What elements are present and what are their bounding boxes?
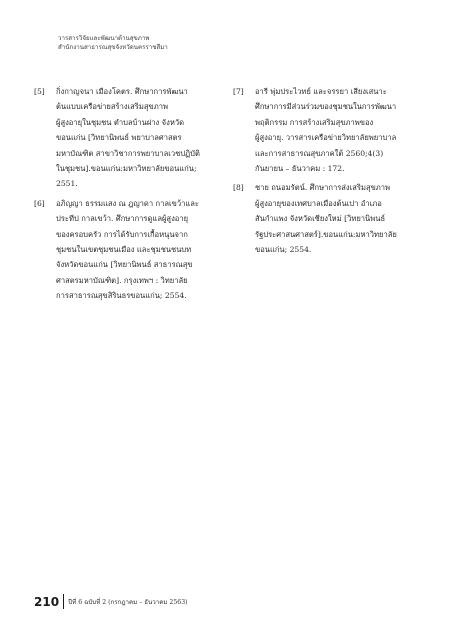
reference-number: [8] [233, 183, 244, 193]
reference-number: [6] [34, 198, 45, 208]
references-column-left [34, 84, 209, 308]
reference-number: [5] [34, 87, 45, 96]
issue-info: ปีที่ 6 ฉบับที่ 2 (กรกฎาคม – ธันวาคม 2563) [68, 598, 188, 606]
page-number: 210 [34, 594, 60, 609]
footer-divider [63, 594, 64, 609]
page-footer [34, 594, 188, 609]
reference-text: อารี พุ่มประไวทย์ และจรรยา เสียงเสนาะ ศึกษาการมีส่วนร่วมของชุมชนในการพัฒนา พฤติกรรม การสร้างเสริมสุขภาพของ ผู้สูงอายุ. วารสารเครือข่ายวิทยาลัยพยาบาล และการสาธารณสุขภาคใต้ 2560;4(3) กันยายน – ธันวาคม : 172. [255, 87, 397, 174]
reference-text: กิ่งกาญจนา เมืองโคตร. ศึกษาการพัฒนา ต้นแบบเครือข่ายสร้างเสริมสุขภาพ ผู้สูงอายุในชุมชน ตำบลบ้านฝาง จังหวัด ขอนแก่น [วิทยานิพนธ์ พยาบาลศาสตร มหาบัณฑิต สาขาวิชาการพยาบาลเวชปฏิบัติ ในชุมชน].ขอนแก่น:มหาวิทยาลัยขอนแก่น; 2551. [56, 87, 200, 189]
reference-item [34, 84, 209, 192]
references-column-right [233, 84, 418, 261]
reference-text: อภิญญา ธรรมแสง ณ ฎญาดา กาลเขว้าและ ประทีป กาลเขว้า. ศึกษาการดูแลผู้สูงอายุ ของครอบครัว การได้รับการเกื้อหนุนจาก ชุมชนในเขตชุมชนเมือง และชุมชนชนบท จังหวัดขอนแก่น [วิทยานิพนธ์ สาธารณสุข ศาสตรมหาบัณฑิต]. กรุงเทพฯ : วิทยาลัย การสาธารณสุขสิรินธรขอนแก่น; 2554. [56, 198, 199, 301]
reference-item [233, 84, 418, 176]
publisher-name: สำนักงานสาธารณสุขจังหวัดนครราชสีมา [58, 44, 168, 51]
reference-item [34, 196, 209, 304]
journal-name: วารสารวิจัยและพัฒนาด้านสุขภาพ [58, 35, 150, 42]
running-header [58, 34, 168, 52]
reference-number: [7] [233, 87, 244, 96]
reference-text: ชาย ถนอมรัตน์. ศึกษาการส่งเสริมสุขภาพ ผู้สูงอายุของเทศบาลเมืองต้นเปา อำเภอ สันกำแพง จังหวัดเชียงใหม่ [วิทยานิพนธ์ รัฐประศาสนศาสตร์].ขอนแก่น:มหาวิทยาลัย ขอนแก่น; 2554. [255, 183, 397, 255]
reference-item [233, 180, 418, 257]
